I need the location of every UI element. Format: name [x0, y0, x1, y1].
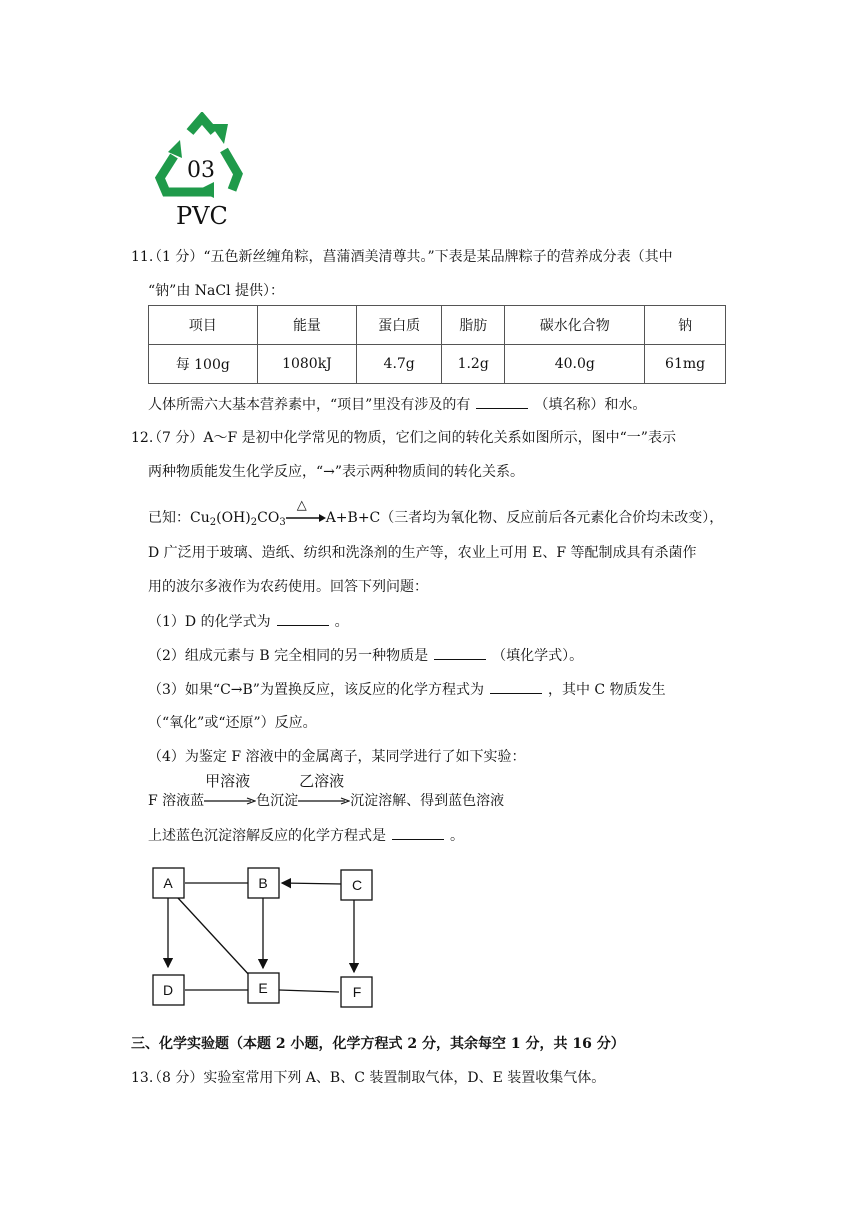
q12-part-1: （1）D 的化学式为 。 — [148, 611, 349, 632]
answer-blank[interactable] — [434, 645, 486, 660]
q12-part-4: （4）为鉴定 F 溶液中的金属离子，某同学进行了如下实验： — [148, 749, 526, 765]
q12-experiment-flow: F 溶液蓝 甲溶液 色沉淀 乙溶液 沉淀溶解、得到蓝色溶液 — [148, 772, 505, 809]
table-cell: 项目 — [149, 306, 258, 345]
table-cell: 1080kJ — [257, 345, 357, 384]
answer-blank[interactable] — [277, 611, 329, 626]
table-cell: 40.0g — [505, 345, 645, 384]
q12-part-3-cont: （“氧化”或“还原”）反应。 — [148, 715, 317, 731]
q12-stem-2: 两种物质能发生化学反应，“→”表示两种物质间的转化关系。 — [148, 464, 525, 480]
delta-symbol: △ — [296, 498, 307, 513]
node-b: B — [258, 875, 268, 891]
line-a-e — [178, 898, 251, 977]
reaction-arrow — [298, 772, 350, 808]
table-cell: 钠 — [645, 306, 726, 345]
q12-stem-4: D 广泛用于玻璃、造纸、纺织和洗涤剂的生产等，农业上可用 E、F 等配制成具有杀菌作 — [148, 545, 697, 561]
q11-stem: （1 分）“五色新丝缠角粽，菖蒲酒美清尊共。”下表是某品牌粽子的营养成分表（其中 — [148, 249, 673, 265]
q12-part-2: （2）组成元素与 B 完全相同的另一种物质是 （填化学式）。 — [148, 645, 583, 666]
section-heading: 三、化学实验题（本题 2 小题，化学方程式 2 分，其余每空 1 分，共 16 分） — [131, 1036, 625, 1052]
answer-blank[interactable] — [392, 825, 444, 840]
q12-stem-5: 用的波尔多液作为农药使用。回答下列问题： — [148, 579, 428, 595]
q12-known-equation: 已知：$Cu_2(OH)_2CO_3$ △ A+B+C（三者均为氧化物、反应前后各元素化合价均未改变）， — [148, 498, 724, 528]
arrow-c-b — [282, 883, 342, 884]
table-cell: 脂肪 — [441, 306, 504, 345]
table-cell: 能量 — [257, 306, 357, 345]
table-row — [149, 345, 726, 384]
nutrition-table — [148, 305, 726, 384]
question-number: 13. — [131, 1070, 154, 1086]
question-number: 12. — [131, 430, 154, 446]
recycle-code: 03 — [187, 158, 215, 183]
reagent-label: 甲溶液 — [205, 772, 251, 790]
heating-arrow — [286, 498, 326, 525]
recycle-arrows-icon — [152, 112, 252, 202]
q11-answer-line: 人体所需六大基本营养素中，“项目”里没有涉及的有 （填名称）和水。 — [148, 394, 646, 415]
table-cell: 61mg — [645, 345, 726, 384]
substance-relation-diagram — [148, 860, 408, 1020]
line-e-f — [279, 990, 339, 992]
node-a: A — [163, 875, 173, 891]
node-f: F — [352, 984, 362, 1000]
table-cell: 每 100g — [149, 345, 258, 384]
recycle-material: PVC — [176, 202, 228, 230]
table-cell: 碳水化合物 — [505, 306, 645, 345]
reaction-arrow — [204, 772, 256, 808]
answer-blank[interactable] — [476, 394, 528, 409]
node-c: C — [351, 877, 363, 893]
answer-blank[interactable] — [490, 679, 542, 694]
table-cell: 蛋白质 — [357, 306, 442, 345]
q13-stem: （8 分）实验室常用下列 A、B、C 装置制取气体，D、E 装置收集气体。 — [148, 1070, 606, 1086]
q12-stem: （7 分）A～F 是初中化学常见的物质，它们之间的转化关系如图所示，图中“一”表示 — [148, 430, 676, 446]
node-d: D — [162, 982, 174, 998]
q12-final: 上述蓝色沉淀溶解反应的化学方程式是 。 — [148, 825, 464, 846]
node-e: E — [258, 980, 268, 996]
table-cell: 4.7g — [357, 345, 442, 384]
table-header-row — [149, 306, 726, 345]
q11-stem-2: “钠”由 NaCl 提供）： — [148, 283, 285, 299]
table-cell: 1.2g — [441, 345, 504, 384]
q12-part-3: （3）如果“C→B”为置换反应，该反应的化学方程式为 ，其中 C 物质发生 — [148, 679, 666, 700]
question-number: 11. — [131, 249, 154, 265]
reagent-label: 乙溶液 — [299, 772, 345, 790]
recycling-logo — [152, 112, 252, 230]
